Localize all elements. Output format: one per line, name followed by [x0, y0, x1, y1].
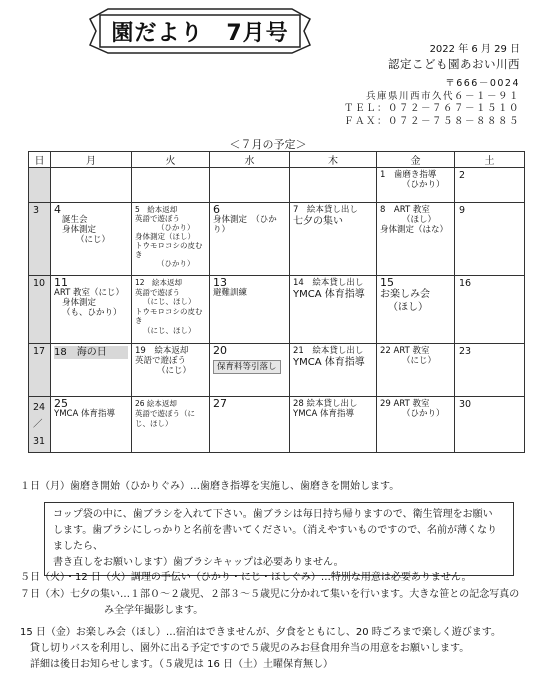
day-cell	[210, 203, 290, 276]
day-cell	[290, 344, 377, 397]
event-text: （ほし）	[388, 302, 428, 313]
event-text: 5 給本返却	[135, 205, 178, 214]
event-text: 身体測定	[62, 225, 97, 235]
holiday-label: 18 海の日	[54, 346, 128, 359]
telephone: ＴＥＬ：０７２－７６７－１５１０	[343, 103, 520, 114]
newsletter-title: 園だより 7月号	[111, 21, 289, 46]
day-cell	[290, 203, 377, 276]
event-text: 8 ART 教室	[380, 205, 430, 215]
event-text: （にじ）	[76, 235, 111, 245]
day-cell-sun: 10	[29, 276, 51, 344]
day-cell-sat: 16	[455, 276, 525, 344]
event-text: 29 ART 教室	[380, 399, 430, 409]
day-number: 6	[213, 203, 220, 216]
day-cell	[210, 276, 290, 344]
week-row	[29, 203, 525, 276]
day-cell	[51, 168, 132, 203]
day-cell-sun: 24 ／ 31	[29, 397, 51, 453]
event-text: 22 ART 教室	[380, 346, 430, 356]
week-row	[29, 276, 525, 344]
event-text: 19 絵本返却	[135, 346, 189, 356]
week-row	[29, 168, 525, 203]
day-number: 11	[54, 276, 68, 289]
newsletter-banner	[86, 5, 314, 57]
event-text: 身体測定 （ひかり）	[213, 215, 277, 235]
event-text: ART 教室（にじ）	[54, 288, 124, 298]
notice-line: 書き直しをお願いします）歯ブラシキャップは必要ありません。	[53, 557, 344, 568]
contact-block	[344, 78, 520, 128]
event-text: YMCA 体育指導	[54, 409, 115, 419]
day-cell	[290, 168, 377, 203]
toothbrush-notice-box	[44, 502, 514, 576]
note-tanabata: ７日（木）七夕の集い…１部０～２歳児、２部３～５歳児に分かれて集いを行います。大きな笹との記念写真の	[20, 589, 520, 600]
day-cell	[132, 344, 210, 397]
fax: ＦＡＸ：０７２－７５８－８８８５	[343, 115, 520, 127]
day-cell	[51, 397, 132, 453]
july-calendar	[28, 151, 525, 453]
day-number: 4	[54, 203, 61, 216]
day-cell-sat: 30	[455, 397, 525, 453]
address: 兵庫県川西市久代６－１－９１	[365, 90, 520, 102]
weekday-sat: 土	[455, 152, 525, 168]
weekday-sun: 日	[29, 152, 51, 168]
note-toothbrushing: １日（月）歯磨き開始（ひかりぐみ）…歯磨き指導を実施し、歯磨きを開始します。	[20, 481, 400, 492]
event-text: YMCA 体育指導	[293, 289, 365, 300]
event-text: トウモロコシの皮むき	[135, 241, 203, 259]
event-text: 避難訓練	[213, 288, 248, 298]
day-cell	[51, 344, 132, 397]
event-text: （にじ）	[402, 356, 437, 366]
event-text: 英語で遊ぼう	[135, 356, 187, 366]
event-text: YMCA 体育指導	[293, 409, 354, 419]
day-cell-sun	[29, 168, 51, 203]
day-number: 27	[213, 397, 227, 410]
event-text: （ほし）	[402, 215, 437, 225]
event-text: 英語で遊ぼう	[135, 287, 180, 297]
event-text: （にじ）	[157, 366, 192, 376]
day-cell-sat: 23	[455, 344, 525, 397]
day-cell-sun: 17	[29, 344, 51, 397]
event-text: 身体測定（ほし）	[135, 232, 195, 241]
payment-notice: 保育料等引落し	[213, 360, 281, 374]
day-cell	[290, 397, 377, 453]
event-text: 14 絵本貸し出し	[293, 278, 364, 288]
note-cooking: ５日（火）・12 日（火）調理の手伝い（ひかり・にじ・ほしぐみ）…特別な用意は必要ありません。	[20, 572, 472, 583]
weekday-fri: 金	[377, 152, 455, 168]
note-tanabata-cont: み全学年撮影します。	[104, 605, 204, 616]
day-cell	[132, 168, 210, 203]
weekday-tue: 火	[132, 152, 210, 168]
weekday-header-row	[29, 152, 525, 168]
day-number: 15	[380, 276, 394, 289]
day-cell	[377, 168, 455, 203]
day-cell-sat: 2	[455, 168, 525, 203]
event-text: 26 絵本返却	[135, 399, 177, 408]
day-cell	[377, 276, 455, 344]
week-row	[29, 344, 525, 397]
event-text: 英語で遊ぼう（にじ、ほし）	[135, 409, 195, 428]
notice-line: します。歯ブラシにしっかりと名前を書いてください。（消えやすいものですので、名前が薄くなりましたら、	[53, 525, 497, 552]
note-party: 15 日（金）お楽しみ会（ほし）…宿泊はできませんが、夕食をともにし、20 時ごろまで楽しく遊びます。	[20, 627, 502, 638]
day-cell	[290, 276, 377, 344]
weekday-wed: 水	[210, 152, 290, 168]
day-cell	[210, 168, 290, 203]
event-text: 身体測定	[62, 298, 97, 308]
day-cell	[132, 203, 210, 276]
event-text: 身体測定（はな）	[380, 225, 449, 235]
day-number: 20	[213, 344, 227, 357]
event-text: 21 絵本貸し出し	[293, 346, 364, 356]
event-text: 1 歯磨き指導	[380, 170, 437, 180]
day-cell	[377, 344, 455, 397]
weekday-mon: 月	[51, 152, 132, 168]
event-text: YMCA 体育指導	[293, 357, 365, 368]
notice-line: コップ袋の中に、歯ブラシを入れて下さい。歯ブラシは毎日持ち帰りますので、衛生管理をお願い	[53, 509, 493, 520]
issue-date: 2022 年 6 月 29 日	[429, 44, 520, 55]
event-text: トウモロコシの皮むき	[135, 306, 203, 325]
event-text: 7 絵本貸し出し	[293, 205, 358, 215]
day-cell-sun: 3	[29, 203, 51, 276]
day-cell	[377, 203, 455, 276]
event-text: （ひかり）	[157, 223, 195, 232]
event-text: 28 絵本貸し出し	[293, 399, 358, 409]
event-text: （ひかり）	[157, 259, 195, 268]
event-text: （にじ、ほし）	[143, 325, 196, 335]
note-party-bus: 貸し切りバスを利用し、園外に出る予定ですので５歳児のみお昼食用弁当の用意をお願いします。	[30, 643, 470, 654]
week-row	[29, 397, 525, 453]
event-text: （も、ひかり）	[62, 308, 122, 318]
event-text: 英語で遊ぼう	[135, 214, 180, 223]
event-text: （ひかり）	[402, 180, 445, 190]
event-text: （にじ、ほし）	[143, 297, 196, 306]
day-cell	[210, 344, 290, 397]
day-cell	[210, 397, 290, 453]
day-cell	[51, 276, 132, 344]
event-text: 12 絵本返却	[135, 278, 183, 287]
schedule-title: ＜７月の予定＞	[229, 138, 307, 151]
day-cell	[51, 203, 132, 276]
day-cell	[377, 397, 455, 453]
day-number: 13	[213, 276, 227, 289]
event-text: 誕生会	[62, 215, 88, 225]
note-party-details: 詳細は後日お知らせします。（５歳児は 16 日（土）土曜保育無し）	[30, 659, 333, 670]
day-cell-sat: 9	[455, 203, 525, 276]
day-cell	[132, 397, 210, 453]
organization-name: 認定こども園あおい川西	[388, 57, 520, 71]
weekday-thu: 木	[290, 152, 377, 168]
event-text: （ひかり）	[402, 409, 445, 419]
event-text: 七夕の集い	[293, 216, 343, 227]
event-text: お楽しみ会	[380, 289, 430, 300]
day-number: 25	[54, 397, 68, 410]
day-cell	[132, 276, 210, 344]
postal-code: 〒666－0024	[445, 78, 520, 89]
